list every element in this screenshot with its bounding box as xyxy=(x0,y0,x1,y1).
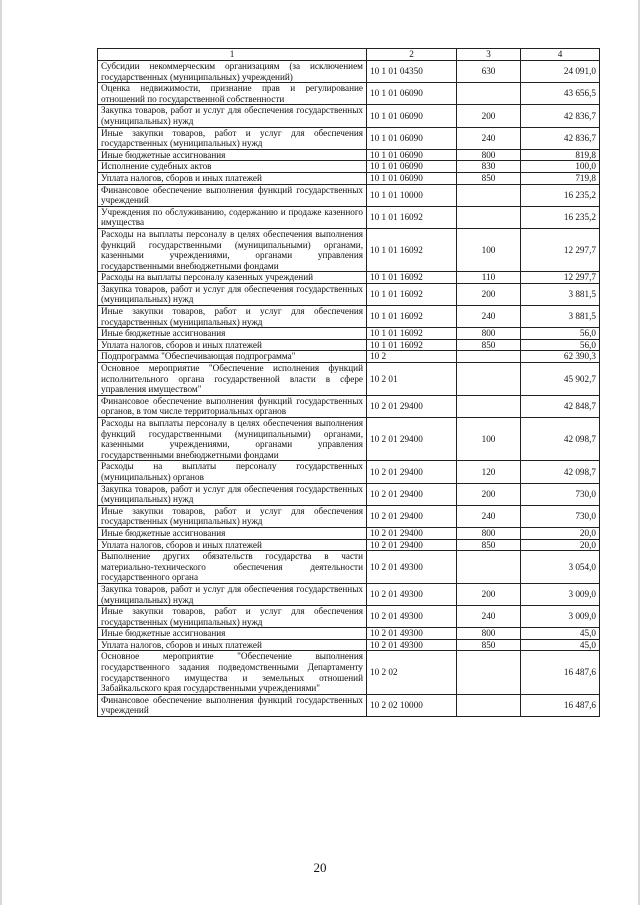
table-row xyxy=(98,363,600,396)
table-row xyxy=(98,105,600,127)
table-row xyxy=(98,127,600,149)
table-row xyxy=(98,551,600,584)
row-amount-cell: 45 902,7 xyxy=(521,363,600,396)
table-row xyxy=(98,172,600,184)
row-name-cell: Уплата налогов, сборов и иных платежей xyxy=(98,639,367,651)
row-code-cell: 10 1 01 04350 xyxy=(367,61,457,83)
row-amount-cell: 43 656,5 xyxy=(521,83,600,105)
row-expense-type-cell: 200 xyxy=(457,583,521,605)
table-row xyxy=(98,149,600,161)
row-name-cell: Уплата налогов, сборов и иных платежей xyxy=(98,339,367,351)
row-name-cell: Иные закупки товаров, работ и услуг для обеспечения государственных (муниципальных) нужд xyxy=(98,505,367,527)
row-code-cell: 10 2 01 49300 xyxy=(367,551,457,584)
row-amount-cell: 24 091,0 xyxy=(521,61,600,83)
row-code-cell: 10 1 01 06090 xyxy=(367,83,457,105)
row-code-cell: 10 2 01 49300 xyxy=(367,628,457,640)
table-row xyxy=(98,61,600,83)
row-expense-type-cell: 240 xyxy=(457,505,521,527)
row-name-cell: Закупка товаров, работ и услуг для обеспечения государственных (муниципальных) нужд xyxy=(98,483,367,505)
row-expense-type-cell xyxy=(457,551,521,584)
row-expense-type-cell: 800 xyxy=(457,328,521,340)
header-cell-name: 1 xyxy=(98,49,367,61)
budget-table xyxy=(97,48,600,717)
table-row xyxy=(98,639,600,651)
row-amount-cell: 62 390,3 xyxy=(521,351,600,363)
row-code-cell: 10 2 xyxy=(367,351,457,363)
row-name-cell: Основное мероприятие "Обеспечение исполнения функций исполнительного органа государственной власти в сфере управления имуществом" xyxy=(98,363,367,396)
row-code-cell: 10 2 01 29400 xyxy=(367,395,457,417)
row-name-cell: Закупка товаров, работ и услуг для обеспечения государственных (муниципальных) нужд xyxy=(98,583,367,605)
row-name-cell: Исполнение судебных актов xyxy=(98,161,367,173)
table-row xyxy=(98,483,600,505)
row-amount-cell: 16 487,6 xyxy=(521,694,600,716)
row-amount-cell: 3 881,5 xyxy=(521,306,600,328)
row-amount-cell: 819,8 xyxy=(521,149,600,161)
row-expense-type-cell xyxy=(457,363,521,396)
row-expense-type-cell: 240 xyxy=(457,306,521,328)
row-amount-cell: 45,0 xyxy=(521,639,600,651)
row-amount-cell: 3 009,0 xyxy=(521,606,600,628)
row-amount-cell: 56,0 xyxy=(521,328,600,340)
table-row xyxy=(98,83,600,105)
row-code-cell: 10 1 01 16092 xyxy=(367,339,457,351)
row-expense-type-cell: 800 xyxy=(457,149,521,161)
header-cell-code: 2 xyxy=(367,49,457,61)
header-cell-amount: 4 xyxy=(521,49,600,61)
row-code-cell: 10 1 01 16092 xyxy=(367,272,457,284)
row-name-cell: Расходы на выплаты персоналу в целях обеспечения выполнения функций государственными (муниципальными) органами, казенными учреждениями, органами управления государственными внебюджетными фондами xyxy=(98,418,367,461)
table-row xyxy=(98,339,600,351)
row-expense-type-cell: 630 xyxy=(457,61,521,83)
row-code-cell: 10 2 01 29400 xyxy=(367,461,457,483)
row-amount-cell: 3 009,0 xyxy=(521,583,600,605)
row-code-cell: 10 2 01 29400 xyxy=(367,418,457,461)
row-expense-type-cell: 830 xyxy=(457,161,521,173)
row-expense-type-cell xyxy=(457,83,521,105)
row-amount-cell: 100,0 xyxy=(521,161,600,173)
row-name-cell: Иные закупки товаров, работ и услуг для обеспечения государственных (муниципальных) нужд xyxy=(98,127,367,149)
row-amount-cell: 16 235,2 xyxy=(521,206,600,228)
row-amount-cell: 42 098,7 xyxy=(521,418,600,461)
row-code-cell: 10 1 01 16092 xyxy=(367,228,457,271)
row-name-cell: Подпрограмма "Обеспечивающая подпрограмма" xyxy=(98,351,367,363)
row-expense-type-cell: 850 xyxy=(457,339,521,351)
row-expense-type-cell: 100 xyxy=(457,228,521,271)
row-code-cell: 10 1 01 16092 xyxy=(367,306,457,328)
row-expense-type-cell: 200 xyxy=(457,283,521,305)
table-row xyxy=(98,328,600,340)
row-code-cell: 10 2 01 29400 xyxy=(367,483,457,505)
row-expense-type-cell xyxy=(457,184,521,206)
row-name-cell: Финансовое обеспечение выполнения функций государственных учреждений xyxy=(98,184,367,206)
table-row xyxy=(98,272,600,284)
row-amount-cell: 42 848,7 xyxy=(521,395,600,417)
row-name-cell: Иные бюджетные ассигнования xyxy=(98,328,367,340)
row-code-cell: 10 1 01 16092 xyxy=(367,206,457,228)
row-name-cell: Иные закупки товаров, работ и услуг для обеспечения государственных (муниципальных) нужд xyxy=(98,306,367,328)
row-code-cell: 10 2 01 29400 xyxy=(367,527,457,539)
row-amount-cell: 12 297,7 xyxy=(521,228,600,271)
row-amount-cell: 42 098,7 xyxy=(521,461,600,483)
row-code-cell: 10 1 01 06090 xyxy=(367,172,457,184)
table-row xyxy=(98,306,600,328)
row-amount-cell: 3 881,5 xyxy=(521,283,600,305)
row-code-cell: 10 2 01 49300 xyxy=(367,583,457,605)
row-amount-cell: 20,0 xyxy=(521,527,600,539)
table-row xyxy=(98,161,600,173)
scan-edge-left xyxy=(0,0,2,905)
row-name-cell: Закупка товаров, работ и услуг для обеспечения государственных (муниципальных) нужд xyxy=(98,105,367,127)
row-amount-cell: 730,0 xyxy=(521,505,600,527)
row-amount-cell: 730,0 xyxy=(521,483,600,505)
row-amount-cell: 20,0 xyxy=(521,539,600,551)
row-name-cell: Расходы на выплаты персоналу государственных (муниципальных) органов xyxy=(98,461,367,483)
row-expense-type-cell: 800 xyxy=(457,527,521,539)
row-code-cell: 10 1 01 06090 xyxy=(367,127,457,149)
row-name-cell: Расходы на выплаты персоналу казенных учреждений xyxy=(98,272,367,284)
row-amount-cell: 3 054,0 xyxy=(521,551,600,584)
table-row xyxy=(98,628,600,640)
table-body xyxy=(98,61,600,717)
row-expense-type-cell xyxy=(457,395,521,417)
row-expense-type-cell: 120 xyxy=(457,461,521,483)
row-code-cell: 10 1 01 16092 xyxy=(367,283,457,305)
table-row xyxy=(98,505,600,527)
row-amount-cell: 42 836,7 xyxy=(521,105,600,127)
row-expense-type-cell: 850 xyxy=(457,539,521,551)
row-code-cell: 10 1 01 16092 xyxy=(367,328,457,340)
row-name-cell: Основное мероприятие "Обеспечение выполнения государственного задания подведомственными Департаменту государственного имущества и земельных отношений Забайкальского края государственными учреждениями" xyxy=(98,651,367,694)
row-amount-cell: 42 836,7 xyxy=(521,127,600,149)
table-row xyxy=(98,694,600,716)
table-row xyxy=(98,351,600,363)
row-name-cell: Расходы на выплаты персоналу в целях обеспечения выполнения функций государственными (муниципальными) органами, казенными учреждениями, органами управления государственными внебюджетными фондами xyxy=(98,228,367,271)
table-row xyxy=(98,583,600,605)
table-row xyxy=(98,206,600,228)
table-row xyxy=(98,395,600,417)
row-expense-type-cell xyxy=(457,206,521,228)
row-code-cell: 10 1 01 06090 xyxy=(367,161,457,173)
row-name-cell: Иные бюджетные ассигнования xyxy=(98,149,367,161)
row-expense-type-cell: 200 xyxy=(457,483,521,505)
row-expense-type-cell: 100 xyxy=(457,418,521,461)
row-name-cell: Уплата налогов, сборов и иных платежей xyxy=(98,172,367,184)
row-expense-type-cell: 850 xyxy=(457,172,521,184)
row-expense-type-cell xyxy=(457,351,521,363)
row-amount-cell: 45,0 xyxy=(521,628,600,640)
row-expense-type-cell: 240 xyxy=(457,606,521,628)
row-expense-type-cell: 800 xyxy=(457,628,521,640)
row-name-cell: Финансовое обеспечение выполнения функций государственных учреждений xyxy=(98,694,367,716)
row-name-cell: Уплата налогов, сборов и иных платежей xyxy=(98,539,367,551)
row-expense-type-cell: 110 xyxy=(457,272,521,284)
row-code-cell: 10 1 01 10000 xyxy=(367,184,457,206)
table-row xyxy=(98,539,600,551)
table-row xyxy=(98,527,600,539)
row-name-cell: Учреждения по обслуживанию, содержанию и продаже казенного имущества xyxy=(98,206,367,228)
row-code-cell: 10 2 01 49300 xyxy=(367,606,457,628)
row-amount-cell: 56,0 xyxy=(521,339,600,351)
row-code-cell: 10 2 01 xyxy=(367,363,457,396)
row-amount-cell: 16 235,2 xyxy=(521,184,600,206)
row-name-cell: Субсидии некоммерческим организациям (за исключением государственных (муниципальных) учреждений) xyxy=(98,61,367,83)
row-amount-cell: 16 487,6 xyxy=(521,651,600,694)
table-row xyxy=(98,283,600,305)
row-name-cell: Иные бюджетные ассигнования xyxy=(98,628,367,640)
row-name-cell: Финансовое обеспечение выполнения функций государственных органов, в том числе территориальных органов xyxy=(98,395,367,417)
table-row xyxy=(98,184,600,206)
row-amount-cell: 12 297,7 xyxy=(521,272,600,284)
row-name-cell: Выполнение других обязательств государства в части материально-технического обеспечения деятельности государственного органа xyxy=(98,551,367,584)
header-row xyxy=(98,49,600,61)
row-expense-type-cell: 200 xyxy=(457,105,521,127)
row-code-cell: 10 2 01 49300 xyxy=(367,639,457,651)
table-row xyxy=(98,228,600,271)
row-code-cell: 10 1 01 06090 xyxy=(367,149,457,161)
table-row xyxy=(98,651,600,694)
row-expense-type-cell: 240 xyxy=(457,127,521,149)
page-number: 20 xyxy=(313,860,327,875)
row-expense-type-cell: 850 xyxy=(457,639,521,651)
row-amount-cell: 719,8 xyxy=(521,172,600,184)
row-code-cell: 10 2 02 xyxy=(367,651,457,694)
header-cell-vr: 3 xyxy=(457,49,521,61)
row-code-cell: 10 2 01 29400 xyxy=(367,505,457,527)
row-code-cell: 10 2 01 29400 xyxy=(367,539,457,551)
row-expense-type-cell xyxy=(457,651,521,694)
table-row xyxy=(98,461,600,483)
row-name-cell: Оценка недвижимости, признание прав и регулирование отношений по государственной собственности xyxy=(98,83,367,105)
row-name-cell: Иные бюджетные ассигнования xyxy=(98,527,367,539)
row-expense-type-cell xyxy=(457,694,521,716)
row-code-cell: 10 2 02 10000 xyxy=(367,694,457,716)
row-code-cell: 10 1 01 06090 xyxy=(367,105,457,127)
row-name-cell: Иные закупки товаров, работ и услуг для обеспечения государственных (муниципальных) нужд xyxy=(98,606,367,628)
row-name-cell: Закупка товаров, работ и услуг для обеспечения государственных (муниципальных) нужд xyxy=(98,283,367,305)
table-row xyxy=(98,418,600,461)
table-row xyxy=(98,606,600,628)
